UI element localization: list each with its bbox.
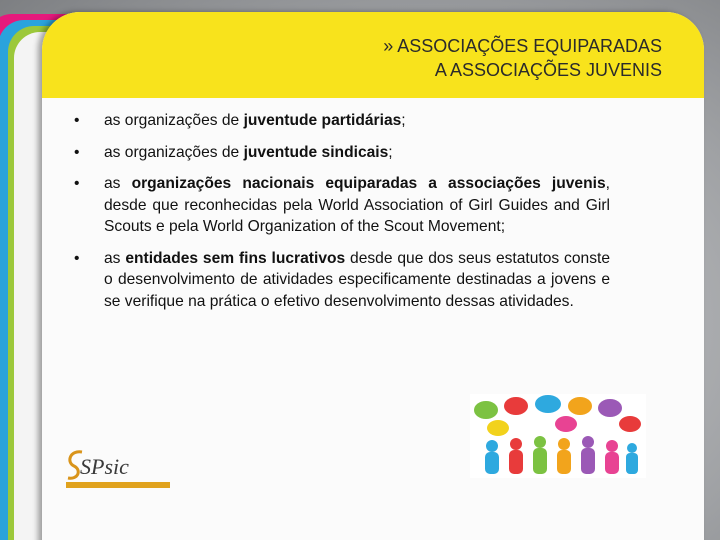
slide-title xyxy=(383,34,662,82)
list-item xyxy=(74,248,610,313)
item-highlight: organizações nacionais equiparadas a associações juvenis xyxy=(131,175,606,192)
logo xyxy=(64,446,176,494)
list-item xyxy=(74,173,610,238)
title-line-2: A ASSOCIAÇÕES JUVENIS xyxy=(434,60,662,80)
people-speech-bubbles-icon xyxy=(470,394,646,478)
item-highlight: juventude partidárias xyxy=(243,112,402,129)
bullet-icon: • xyxy=(74,143,80,161)
bullet-icon: • xyxy=(74,175,80,192)
slide-header xyxy=(42,12,704,98)
logo-bar xyxy=(66,482,170,488)
bullet-list xyxy=(74,110,610,322)
list-item xyxy=(74,110,610,132)
item-text: as xyxy=(104,249,126,267)
item-text: ; xyxy=(388,143,393,161)
bullet-icon: • xyxy=(74,112,80,129)
list-item xyxy=(74,142,610,164)
item-text: , desde que reconhecidas pela World Association of Girl Guides and Girl Scouts e pela World Organization of the Scout Movement; xyxy=(104,175,610,235)
item-text: as organizações de xyxy=(104,112,244,129)
item-highlight: entidades sem fins lucrativos xyxy=(125,249,346,267)
item-text: as organizações de xyxy=(104,143,244,161)
item-text: as xyxy=(104,175,132,192)
logo-text: SPsic xyxy=(80,454,129,479)
title-line-1: » ASSOCIAÇÕES EQUIPARADAS xyxy=(383,36,662,56)
bullet-icon: • xyxy=(74,249,80,267)
item-highlight: juventude sindicais xyxy=(243,143,389,161)
item-text: ; xyxy=(401,112,406,129)
item-text: desde que dos seus estatutos conste o desenvolvimento de atividades especificamente destinadas a jovens e se verifique na prática o efetivo desenvolvimento dessas atividades. xyxy=(104,249,610,310)
